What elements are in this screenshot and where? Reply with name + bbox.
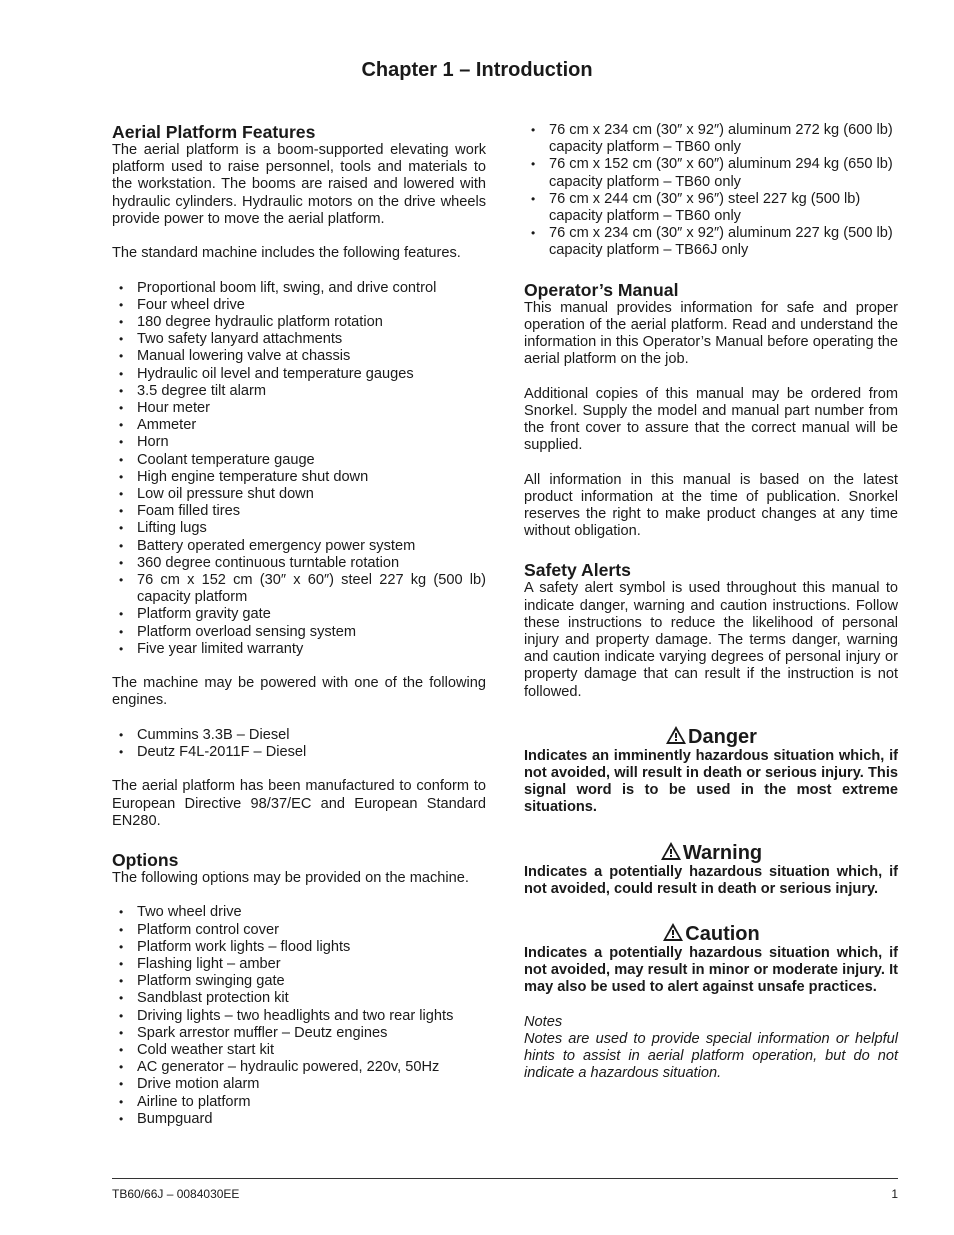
list-item: • Flashing light – amber [112,956,486,973]
warning-label: Warning [682,841,763,864]
standard-features-intro: The standard machine includes the following features. [112,245,461,262]
warning-heading [524,841,898,864]
danger-heading [524,725,898,748]
list-item: • Platform swinging gate [112,973,486,990]
warning-triangle-icon [662,922,684,942]
footer-divider [112,1178,898,1179]
list-item: • Foam filled tires [112,503,486,520]
list-item: • Horn [112,434,486,451]
caution-label: Caution [685,923,760,946]
list-item: • Platform overload sensing system [112,624,486,641]
platform-options-list [524,122,898,260]
caution-heading [524,922,898,945]
list-item: • Deutz F4L-2011F – Diesel [112,744,486,761]
list-item: • Low oil pressure shut down [112,486,486,503]
danger-text: Indicates an imminently hazardous situation which, if not avoided, will result in death or serious injury. This signal word is to be used in the most extreme situations. [524,747,898,816]
list-item: • Bumpguard [112,1111,486,1128]
list-item: • Ammeter [112,417,486,434]
manual-paragraph-1: This manual provides information for safe and proper operation of the aerial platform. Read and understand the information in this Operator’s Manual before operating the aerial platform on the job. [524,299,898,368]
list-item: • Battery operated emergency power system [112,538,486,555]
danger-label: Danger [688,725,757,748]
list-item: • Hour meter [112,400,486,417]
safety-alerts-text: A safety alert symbol is used throughout this manual to indicate danger, warning and caution instructions. Follow these instructions to reduce the likelihood of personal injury and property damage. The terms danger, warning and caution indicate varying degrees of personal injury or property damage that can result if the instruction is not followed. [524,580,898,700]
caution-text: Indicates a potentially hazardous situation which, if not avoided, may result in minor or moderate injury. It may also be used to alert against unsafe practices. [524,945,898,996]
list-item: • High engine temperature shut down [112,469,486,486]
list-item: • Airline to platform [112,1094,486,1111]
features-heading: Aerial Platform Features [112,122,316,142]
list-item: • Manual lowering valve at chassis [112,348,486,365]
list-item: • AC generator – hydraulic powered, 220v, 50Hz [112,1059,486,1076]
list-item: • Two safety lanyard attachments [112,331,486,348]
list-item: • 76 cm x 234 cm (30″ x 92″) aluminum 227 kg (500 lb) capacity platform – TB66J only [524,225,898,259]
list-item: • Drive motion alarm [112,1076,486,1093]
conformity-text: The aerial platform has been manufactured to conform to European Directive 98/37/EC and European Standard EN280. [112,778,486,829]
engines-list [112,727,486,761]
manual-heading: Operator’s Manual [524,279,679,300]
standard-features-list [112,280,486,658]
list-item: • Platform control cover [112,922,486,939]
list-item: • Lifting lugs [112,520,486,537]
options-list [112,904,486,1128]
list-item: • Four wheel drive [112,297,486,314]
list-item: • Platform work lights – flood lights [112,939,486,956]
notes-label: Notes [524,1013,563,1030]
list-item: • Five year limited warranty [112,641,486,658]
list-item: • 76 cm x 152 cm (30″ x 60″) steel 227 kg (500 lb) capacity platform [112,572,486,606]
page-number: 1 [891,1187,898,1201]
manual-paragraph-2: Additional copies of this manual may be ordered from Snorkel. Supply the model and manual part number from the front cover to assure that the correct manual will be supplied. [524,385,898,454]
list-item: • 360 degree continuous turntable rotation [112,555,486,572]
list-item: • Driving lights – two headlights and two rear lights [112,1008,486,1025]
manual-paragraph-3: All information in this manual is based on the latest product information at the time of publication. Snorkel reserves the right to make product changes at any time without obligation. [524,471,898,540]
list-item: • 3.5 degree tilt alarm [112,383,486,400]
notes-text: Notes are used to provide special information or helpful hints to assist in aerial platform operation, but do not indicate a hazardous situation. [524,1031,898,1082]
warning-text: Indicates a potentially hazardous situation which, if not avoided, could result in death or serious injury. [524,863,898,897]
safety-alerts-heading: Safety Alerts [524,560,631,581]
engines-intro: The machine may be powered with one of the following engines. [112,675,486,709]
list-item: • Cummins 3.3B – Diesel [112,727,486,744]
list-item: • 180 degree hydraulic platform rotation [112,314,486,331]
features-intro: The aerial platform is a boom-supported elevating work platform used to raise personnel, tools and materials to the workstation. The booms are raised and lowered with hydraulic cylinders. Hydraulic motors on the drive wheels provide power to move the aerial platform. [112,142,486,227]
footer-doc-id: TB60/66J – 0084030EE [112,1187,240,1201]
list-item: • 76 cm x 234 cm (30″ x 92″) aluminum 272 kg (600 lb) capacity platform – TB60 only [524,122,898,156]
list-item: • 76 cm x 244 cm (30″ x 96″) steel 227 kg (500 lb) capacity platform – TB60 only [524,191,898,225]
list-item: • Cold weather start kit [112,1042,486,1059]
list-item: • Hydraulic oil level and temperature gauges [112,366,486,383]
warning-triangle-icon [660,841,682,861]
right-column [524,122,898,1083]
left-column [112,122,486,1128]
list-item: • Two wheel drive [112,904,486,921]
list-item: • 76 cm x 152 cm (30″ x 60″) aluminum 294 kg (650 lb) capacity platform – TB60 only [524,156,898,190]
page-title: Chapter 1 – Introduction [361,59,593,81]
options-intro: The following options may be provided on the machine. [112,870,469,887]
list-item: • Spark arrestor muffler – Deutz engines [112,1025,486,1042]
warning-triangle-icon [665,725,687,745]
list-item: • Sandblast protection kit [112,990,486,1007]
list-item: • Proportional boom lift, swing, and drive control [112,280,486,297]
list-item: • Coolant temperature gauge [112,452,486,469]
list-item: • Platform gravity gate [112,606,486,623]
options-heading: Options [112,850,179,871]
